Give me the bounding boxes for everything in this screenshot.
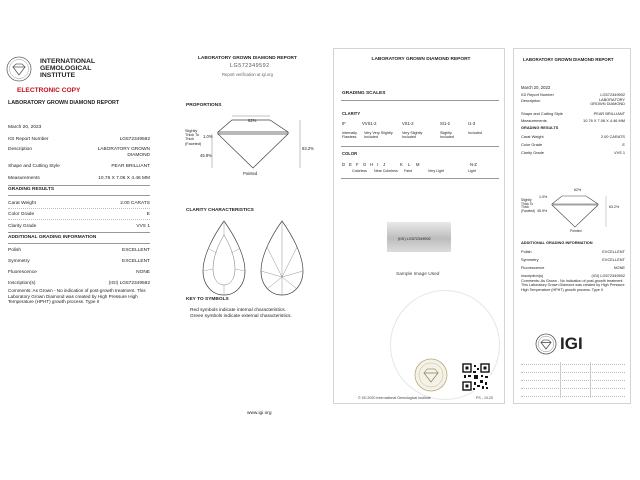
- igi-logo-icon: [6, 56, 32, 82]
- key-line-red: Red symbols indicate internal characteristics.: [190, 308, 286, 313]
- key-line-green: Green symbols indicate external characteristics.: [190, 314, 292, 319]
- color-letter: N-Z: [470, 162, 477, 167]
- igi-seal-icon: [414, 358, 448, 392]
- additional-value: NONE: [136, 270, 150, 275]
- faint-row: [521, 364, 625, 365]
- crown-height-percent: 1.0%: [203, 134, 213, 139]
- clarity-scale-heading: CLARITY: [342, 111, 361, 116]
- grading-results-heading: GRADING RESULTS: [8, 187, 55, 192]
- additional-label: Symmetry: [521, 257, 539, 262]
- faint-row: [521, 388, 625, 389]
- grading-label: Carat Weight: [8, 201, 36, 206]
- grading-scales-heading: GRADING SCALES: [342, 91, 386, 96]
- right-igi-logo-text: IGI: [560, 334, 583, 353]
- right-grading-heading: GRADING RESULTS: [521, 125, 559, 130]
- additional-value: EXCELLENT: [602, 249, 625, 254]
- total-depth-percent: 63.2%: [302, 146, 314, 151]
- right-additional-heading: ADDITIONAL GRADING INFORMATION: [521, 240, 593, 245]
- website-link[interactable]: www.igi.org: [247, 411, 272, 416]
- key-to-symbols-heading: KEY TO SYMBOLS: [186, 297, 229, 302]
- center-report-title: LABORATORY GROWN DIAMOND REPORT: [198, 56, 297, 61]
- institute-name: INTERNATIONAL GEMOLOGICAL INSTITUTE: [40, 58, 95, 80]
- color-description: Light: [468, 169, 476, 173]
- right-grading-clarity: [521, 150, 625, 155]
- clarity-grade: IF: [342, 121, 346, 126]
- additional-label: Symmetry: [8, 259, 30, 264]
- row-divider: [8, 208, 150, 209]
- grading-row-color: [8, 212, 150, 217]
- clarity-grade: VVS1-2: [362, 121, 377, 126]
- detail-label: Description: [8, 147, 32, 152]
- additional-label: Inscription(s): [8, 281, 36, 286]
- proportions-heading: PROPORTIONS: [186, 103, 222, 108]
- clarity-description: Internally Flawless: [342, 131, 357, 140]
- pavilion-depth-percent: 45.9%: [200, 153, 212, 158]
- electronic-copy-label: ELECTRONIC COPY: [17, 87, 81, 94]
- clarity-grade: VS1-2: [402, 121, 414, 126]
- detail-row-measurements: [8, 176, 150, 181]
- color-description: Near Colorless: [374, 169, 398, 173]
- detail-value: LG572349592: [119, 137, 150, 142]
- grading-label: Clarity Grade: [521, 150, 544, 155]
- detail-label: Description: [521, 98, 541, 103]
- detail-value: PEAR BRILLIANT: [593, 111, 625, 116]
- color-letter: L: [408, 162, 411, 167]
- grading-value: E: [146, 212, 150, 217]
- row-divider: [8, 219, 150, 220]
- grading-value: 2.00 CARATS: [120, 201, 150, 206]
- color-letter: D: [342, 162, 346, 167]
- additional-label: Polish: [521, 249, 532, 254]
- grading-row-carat: [8, 201, 150, 206]
- sample-image-caption: Sample Image Used: [396, 272, 440, 277]
- right-igi-logo-icon: [535, 333, 557, 355]
- right-additional-inscription: [521, 273, 625, 278]
- section-rule: [8, 243, 150, 244]
- scales-report-title: LABORATORY GROWN DIAMOND REPORT: [371, 57, 471, 62]
- culet-label: Pointed: [243, 171, 258, 176]
- detail-value: 10.76 X 7.06 X 4.46 MM: [583, 118, 625, 123]
- section-rule: [8, 185, 150, 186]
- grading-value: E: [622, 142, 625, 147]
- clarity-grade: I1-3: [468, 121, 476, 126]
- detail-label: Measurements: [521, 118, 547, 123]
- right-table-percent: 62%: [574, 188, 582, 192]
- section-rule: [8, 232, 150, 233]
- faint-col: [590, 362, 591, 398]
- clarity-description: Very Slightly Included: [402, 131, 423, 140]
- right-additional-fluorescence: [521, 265, 625, 270]
- clarity-description: Included: [468, 131, 482, 135]
- grading-row-clarity: [8, 224, 150, 229]
- proportions-diagram: [210, 118, 310, 178]
- right-depth-percent: 63.2%: [609, 205, 620, 209]
- right-detail-shape: [521, 111, 625, 116]
- pear-crown-diagram: [201, 219, 247, 297]
- additional-row-polish: [8, 248, 150, 253]
- detail-label: Shape and Cutting Style: [8, 164, 60, 169]
- detail-value: LABORATORY GROWN DIAMOND: [590, 97, 625, 107]
- additional-value: EXCELLENT: [602, 257, 625, 262]
- right-proportions-diagram: [548, 195, 612, 233]
- sample-inscription-image: [387, 222, 451, 252]
- grading-value: VVS 1: [613, 150, 625, 155]
- clarity-description: Very Very Slightly Included: [364, 131, 393, 140]
- footer-copyright: © IGI 2020 International Gemological Institute: [358, 396, 431, 400]
- detail-value: 10.76 X 7.06 X 4.46 MM: [98, 176, 150, 181]
- grading-value: 2.00 CARATS: [600, 134, 625, 139]
- detail-label: Measurements: [8, 176, 40, 181]
- detail-value: PEAR BRILLIANT: [111, 164, 150, 169]
- faint-row: [521, 396, 625, 397]
- clarity-characteristics-heading: CLARITY CHARACTERISTICS: [186, 208, 254, 213]
- right-girdle-label: Slightly Thick To Thick (Faceted): [521, 198, 536, 213]
- clarity-grade: SI1-2: [440, 121, 451, 126]
- color-description: Very Light: [428, 169, 444, 173]
- detail-row-shape: [8, 164, 150, 169]
- additional-value: NONE: [613, 265, 625, 270]
- additional-row-symmetry: [8, 259, 150, 264]
- grading-label: Carat Weight: [521, 134, 544, 139]
- section-rule: [341, 100, 499, 101]
- additional-label: Fluorescence: [8, 270, 37, 275]
- additional-value: EXCELLENT: [122, 248, 150, 253]
- report-date: March 20, 2023: [8, 125, 42, 130]
- additional-label: Fluorescence: [521, 265, 545, 270]
- grading-label: Color Grade: [521, 142, 543, 147]
- right-grading-color: [521, 142, 625, 147]
- additional-row-inscription: [8, 281, 150, 286]
- grading-label: Color Grade: [8, 212, 35, 217]
- detail-label: IGI Report Number: [8, 137, 49, 142]
- grading-value: VVS 1: [136, 224, 150, 229]
- right-date: March 20, 2023: [521, 85, 551, 90]
- faint-row: [521, 372, 625, 373]
- color-letter: E: [349, 162, 352, 167]
- right-additional-polish: [521, 249, 625, 254]
- additional-value: (IGI) LG572349592: [108, 281, 150, 286]
- color-letter: K: [400, 162, 403, 167]
- center-report-number: LG572349592: [230, 63, 270, 69]
- faint-row: [521, 380, 625, 381]
- detail-row-description: [8, 147, 150, 158]
- section-rule: [341, 146, 499, 147]
- color-scale-heading: COLOR: [342, 151, 358, 156]
- detail-row-report-number: [8, 137, 150, 142]
- right-report-title: LABORATORY GROWN DIAMOND REPORT: [523, 57, 614, 62]
- right-comments-text: Comments: As Grown - No indication of post-growth treatment. This Laboratory Grown Diamond was created by High Pressure High Temperature (HPHT) growth process. Type II: [521, 279, 625, 292]
- faint-col: [560, 362, 561, 398]
- grading-label: Clarity Grade: [8, 224, 37, 229]
- pear-pavilion-diagram: [259, 219, 305, 297]
- detail-label: Shape and Cutting Style: [521, 111, 563, 116]
- right-detail-measurements: [521, 118, 625, 123]
- color-letter: M: [416, 162, 420, 167]
- color-letter: H: [370, 162, 374, 167]
- right-culet-label: Pointed: [570, 229, 582, 233]
- section-rule: [341, 178, 499, 179]
- color-letter: G: [363, 162, 367, 167]
- right-pavilion-percent: 45.9%: [537, 209, 548, 213]
- section-rule: [8, 195, 150, 196]
- comments-text: Comments: As Grown - No indication of post-growth treatment. This Laboratory Grown Diamond was created by High Pressure High Temperature (HPHT) growth process. Type II: [8, 288, 146, 305]
- detail-value: LABORATORY GROWN DIAMOND: [97, 147, 150, 158]
- detail-value: LG572349592: [600, 92, 625, 97]
- left-report-title: LABORATORY GROWN DIAMOND REPORT: [8, 100, 120, 106]
- detail-label: IGI Report Number: [521, 92, 554, 97]
- girdle-label: Slightly Thick To Thick (Faceted): [185, 129, 202, 146]
- color-description: Colorless: [352, 169, 367, 173]
- verification-text: Report verification at igi.org: [222, 72, 273, 77]
- additional-value: (IGI) LG572349592: [591, 273, 625, 278]
- right-crown-percent: 1.0%: [539, 195, 548, 199]
- clarity-description: Slightly Included: [440, 131, 454, 140]
- additional-value: EXCELLENT: [122, 259, 150, 264]
- qr-code-icon[interactable]: [462, 363, 490, 391]
- right-grading-carat: [521, 134, 625, 139]
- additional-grading-heading: ADDITIONAL GRADING INFORMATION: [8, 235, 97, 240]
- color-letter: I: [377, 162, 379, 167]
- additional-row-fluorescence: [8, 270, 150, 275]
- sample-inscription-text: (IGI) LG572349592: [398, 237, 431, 241]
- color-letter: F: [356, 162, 359, 167]
- additional-label: Polish: [8, 248, 22, 253]
- footer-code: PS - 10.20: [476, 396, 493, 400]
- table-percent: 62%: [248, 118, 257, 123]
- color-description: Faint: [404, 169, 412, 173]
- right-additional-symmetry: [521, 257, 625, 262]
- additional-label: Inscription(s): [521, 273, 544, 278]
- color-letter: J: [383, 162, 386, 167]
- right-detail-description: [521, 97, 625, 107]
